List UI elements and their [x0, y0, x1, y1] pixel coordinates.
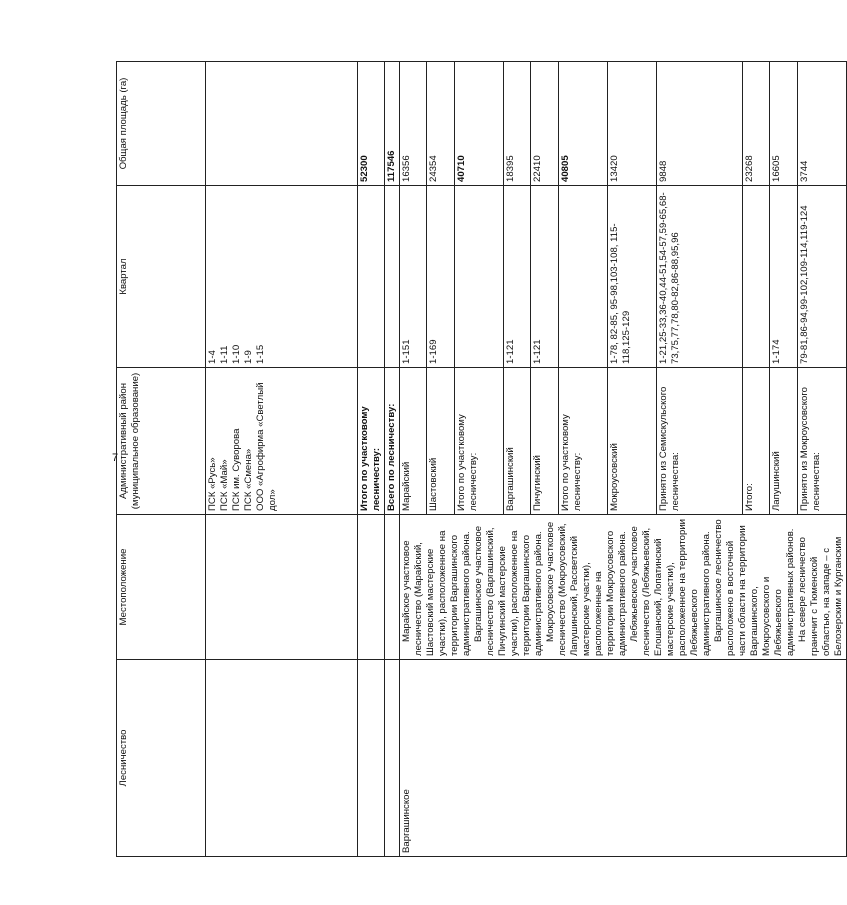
- table-row: [385, 62, 400, 857]
- district-list: [206, 368, 358, 515]
- forestry-cell-empty: [358, 660, 385, 857]
- area-cell: 22410: [531, 62, 558, 186]
- forestry-cell-empty: [385, 660, 400, 857]
- list-item: 1-9: [243, 350, 254, 364]
- area-cell: 24354: [427, 62, 454, 186]
- page-number: 7: [112, 452, 119, 464]
- list-item: ПСК «Май»: [219, 459, 230, 511]
- area-cell: 52300: [358, 62, 385, 186]
- area-cell: 117546: [385, 62, 400, 186]
- district-cell: Принято из Мокроусовского лесничества:: [797, 368, 846, 515]
- location-description: [400, 515, 847, 660]
- quarter-cell: 1-78, 82-85, 95-98,103-108, 115-118,125-129: [607, 186, 656, 368]
- quarter-cell: 1-174: [770, 186, 797, 368]
- quarter-cell: 1-121: [531, 186, 558, 368]
- description-paragraph: Марайское участковое лесничество (Марайский, Шастовский мастерские участки), расположенное на территории Варгашинского административного района.: [401, 530, 472, 656]
- header-district: Административный район (муниципальное образование): [117, 368, 206, 515]
- quarter-cell: 1-21,25-33,36-40,44-51,54-57,59-65,68-73,75,77,78,80-82,86-88,95,96: [657, 186, 743, 368]
- description-paragraph: Варгашинское лесничество расположено в восточной части области на территории Варгашинского, Мокроусовского и Лебяжьевского административных районов.: [713, 519, 796, 656]
- location-cell-empty: [385, 515, 400, 660]
- district-cell: Итого:: [743, 368, 770, 515]
- description-paragraph: Мокроусовское участковое лесничество (Мокроусовский, Лапушинский, Рассветский мастерские участки), расположенные на территории Мокроусовского административного района.: [545, 521, 628, 656]
- list-item: 1-10: [231, 344, 242, 364]
- list-item: 1-15: [255, 344, 266, 364]
- area-cell-empty: [206, 62, 358, 186]
- quarter-cell: 79-81,86-94,99-102,109-114,119-124: [797, 186, 846, 368]
- area-cell: 13420: [607, 62, 656, 186]
- district-cell: Лапушинский: [770, 368, 797, 515]
- quarter-cell: [743, 186, 770, 368]
- area-cell: 9848: [657, 62, 743, 186]
- list-item: ООО «Агрофирма «Светлый дол»: [255, 382, 278, 511]
- list-item: 1-4: [207, 350, 218, 364]
- area-cell: 40710: [454, 62, 503, 186]
- area-cell: 16356: [400, 62, 427, 186]
- header-forestry: Лесничество: [117, 660, 206, 857]
- area-cell: 16605: [770, 62, 797, 186]
- description-paragraph: Варгашинское участковое лесничество (Варгашинский, Пичугинский мастерские участки), расположенное на территории Варгашинского административного района.: [473, 525, 544, 656]
- table-row: [358, 62, 385, 857]
- district-cell: Итого по участковому лесничеству:: [358, 368, 385, 515]
- list-item: 1-11: [219, 345, 230, 364]
- district-cell: Итого по участковому лесничеству:: [558, 368, 607, 515]
- quarter-cell: [558, 186, 607, 368]
- header-row: [117, 62, 206, 857]
- quarter-cell: 1-121: [503, 186, 530, 368]
- forestry-name-cell: Варгашинское: [400, 660, 847, 857]
- header-quarter: Квартал: [117, 186, 206, 368]
- header-location: Местоположение: [117, 515, 206, 660]
- quarter-cell: [385, 186, 400, 368]
- area-cell: 23268: [743, 62, 770, 186]
- list-item: ПСК «Русь»: [207, 457, 218, 511]
- quarter-cell: 1-169: [427, 186, 454, 368]
- quarter-cell: 1-151: [400, 186, 427, 368]
- district-cell: Варгашинский: [503, 368, 530, 515]
- rotated-table-container: [116, 62, 844, 857]
- location-cell-empty: [206, 515, 358, 660]
- district-cell: Принято из Семискульского лесничества:: [657, 368, 743, 515]
- district-cell: Марайский: [400, 368, 427, 515]
- description-paragraph: На севере лесничество граничит с Тюменской областью, на западе – с Белозерским и Курганским: [797, 536, 844, 656]
- forestry-cell-empty: [206, 660, 358, 857]
- description-paragraph: Лебяжьевское участковое лесничество (Лебяжьевский, Елошанский, Лопатинский мастерские участки), расположенное на территории Лебяжьевского административного района.: [629, 518, 712, 656]
- district-cell: Итого по участковому лесничеству:: [454, 368, 503, 515]
- location-cell-empty: [358, 515, 385, 660]
- district-cell: Шастовский: [427, 368, 454, 515]
- list-item: ПСК им. Суворова: [231, 428, 242, 511]
- list-item: ПСК «Смена»: [243, 448, 254, 511]
- district-cell: Всего по лесничеству:: [385, 368, 400, 515]
- forestry-table: [116, 61, 847, 857]
- area-cell: 18395: [503, 62, 530, 186]
- table-row: [400, 62, 427, 857]
- quarter-cell: [454, 186, 503, 368]
- area-cell: 3744: [797, 62, 846, 186]
- district-cell: Мокроусовский: [607, 368, 656, 515]
- district-cell: Пичугинский: [531, 368, 558, 515]
- header-area: Общая площадь (га): [117, 62, 206, 186]
- area-cell: 40805: [558, 62, 607, 186]
- quarter-cell: [358, 186, 385, 368]
- quarter-list: [206, 186, 358, 368]
- table-row: [206, 62, 358, 857]
